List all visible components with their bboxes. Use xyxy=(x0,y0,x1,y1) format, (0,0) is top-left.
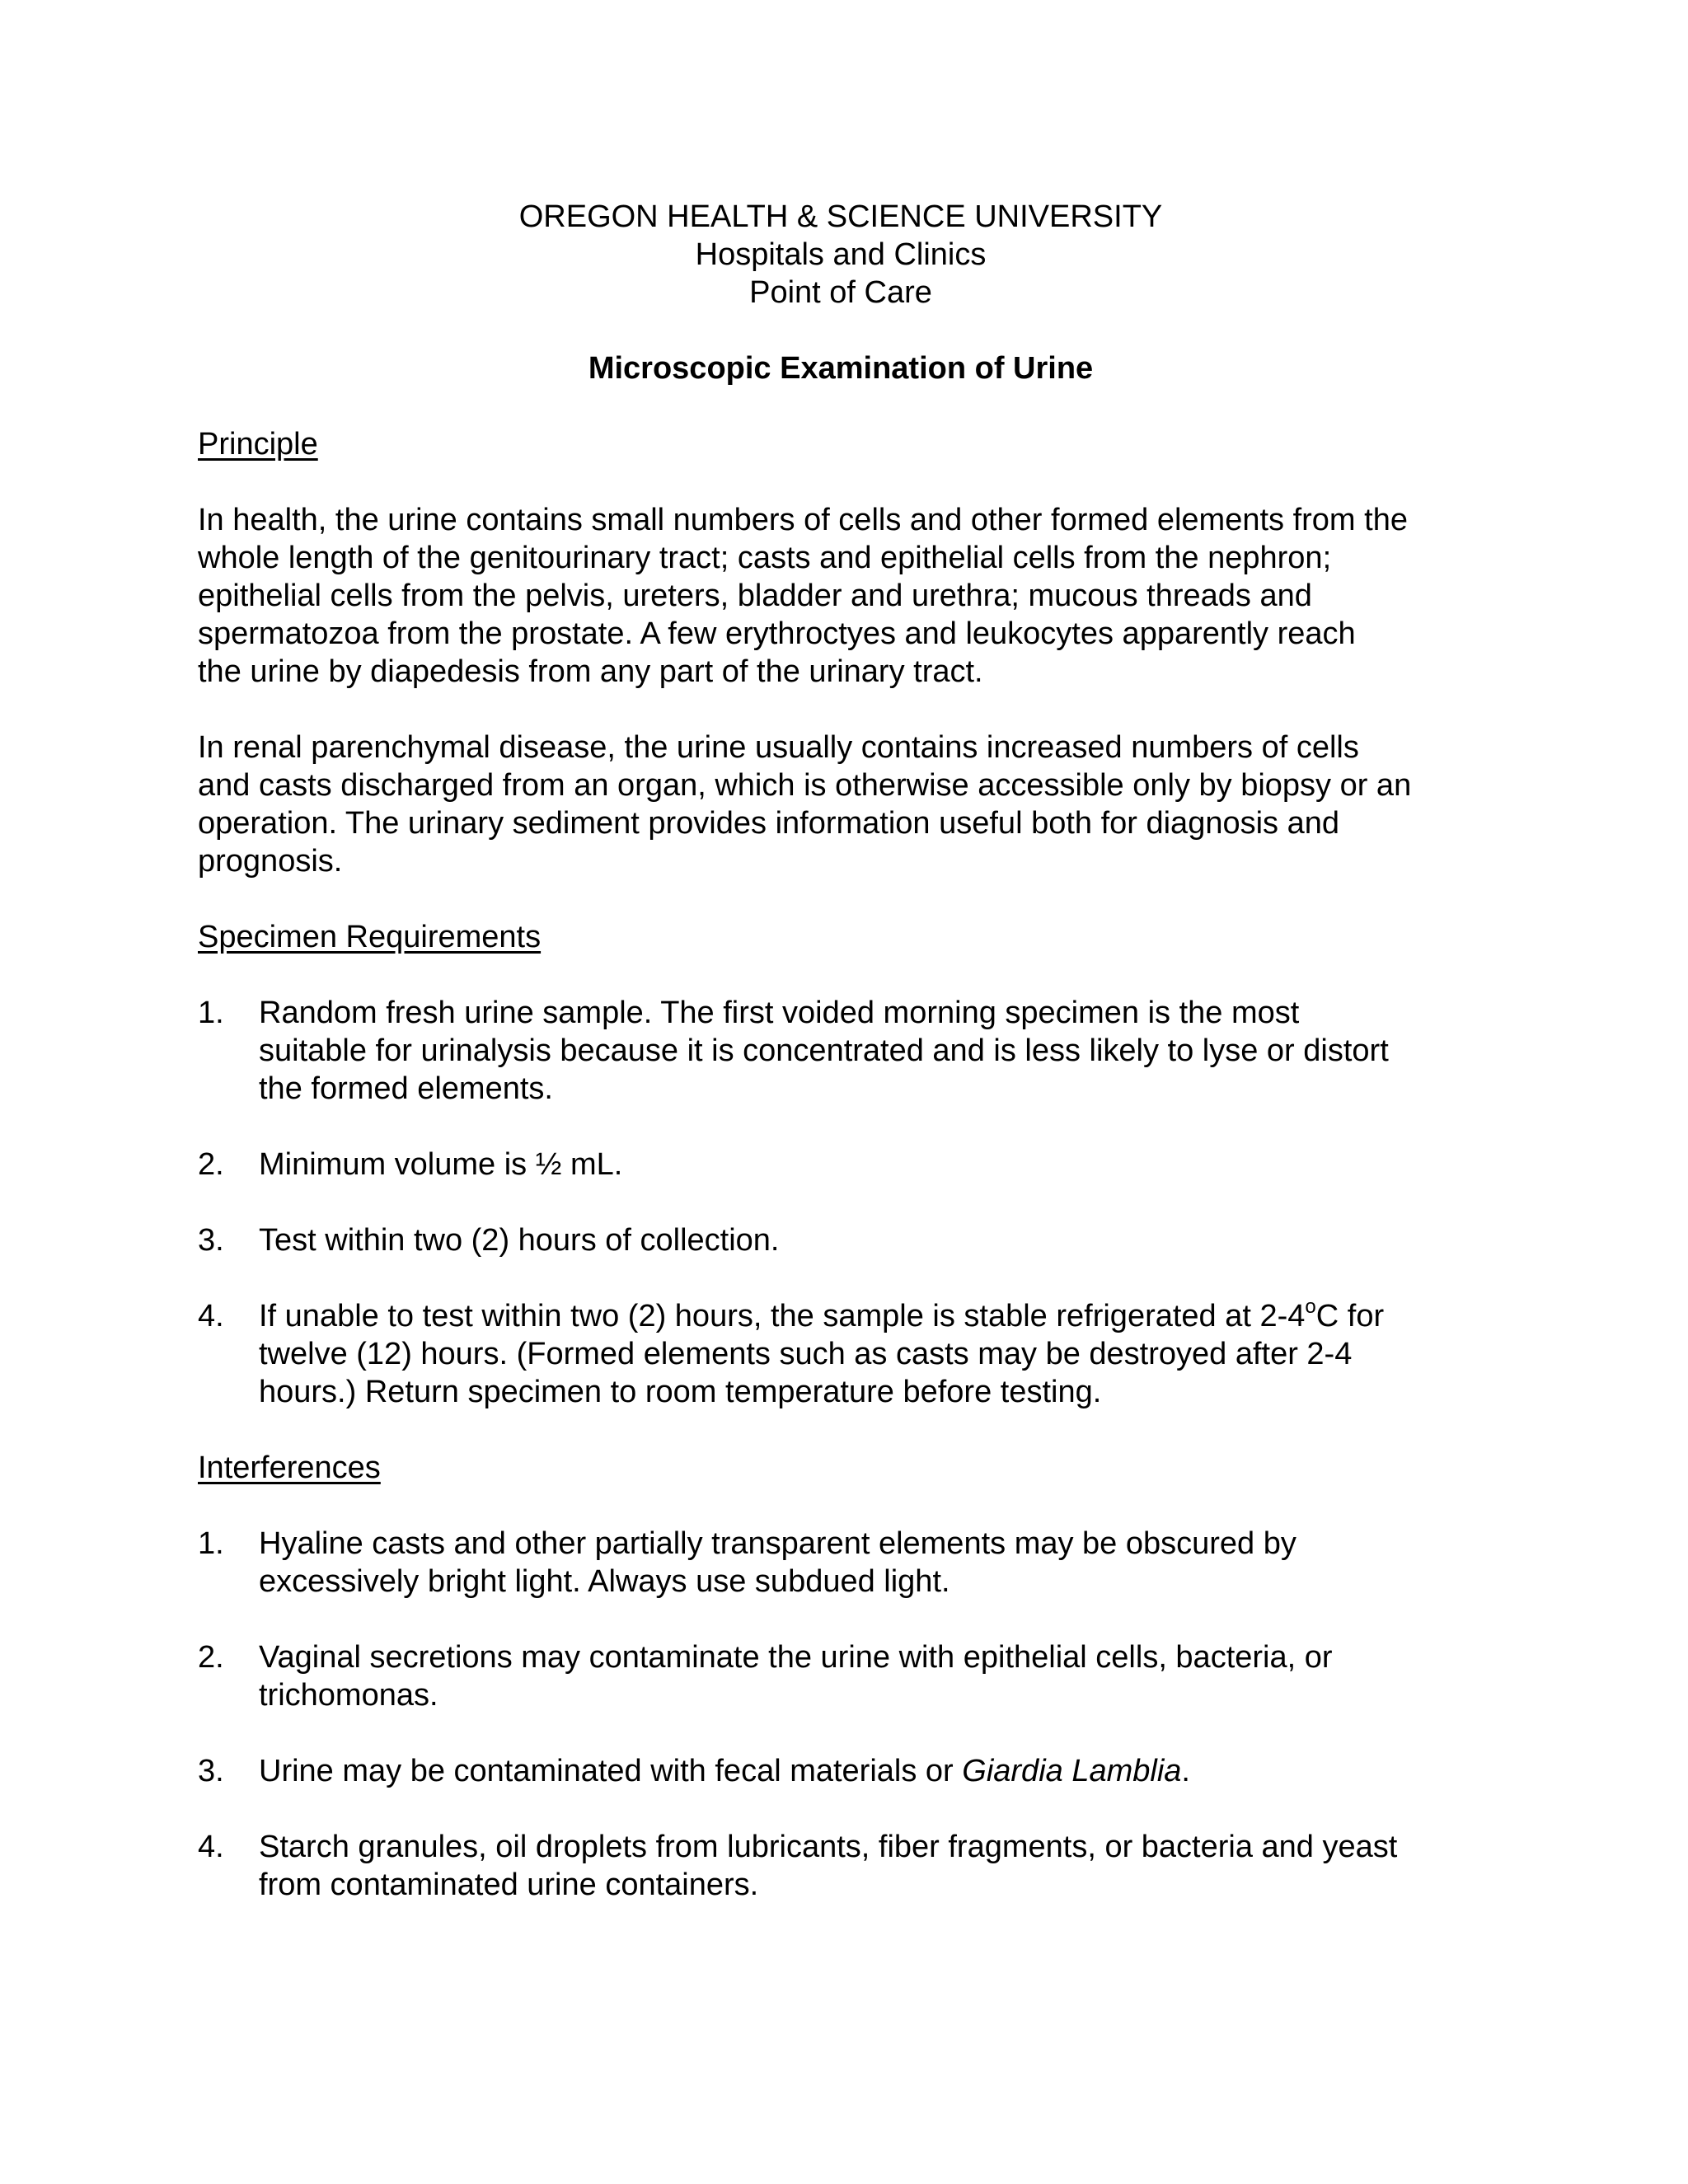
list-item-number: 2. xyxy=(198,1640,224,1675)
list-item-text: Random fresh urine sample. The first voided morning specimen is the most suitable for urinalysis because it is concentrated and is less likely to lyse or distort the formed elements. xyxy=(259,996,1389,1106)
list-item xyxy=(198,994,1500,1108)
specimen-requirements-list xyxy=(198,994,1500,1411)
list-item-number: 3. xyxy=(198,1223,224,1258)
list-item-text xyxy=(259,1752,1500,1790)
list-item xyxy=(198,1638,1500,1714)
list-item xyxy=(198,1221,1500,1259)
section-heading-specimen-requirements: Specimen Requirements xyxy=(198,920,542,954)
list-item xyxy=(198,1752,1500,1790)
list-item-text: Vaginal secretions may contaminate the urine with epithelial cells, bacteria, or trichomonas. xyxy=(259,1640,1333,1713)
list-item xyxy=(198,1297,1500,1411)
organism-name: Giardia Lamblia xyxy=(962,1754,1182,1788)
document-page xyxy=(198,198,1500,1904)
list-item xyxy=(198,1828,1500,1904)
list-item-text-part: If unable to test within two (2) hours, the sample is stable refrigerated at 2-4 xyxy=(259,1299,1306,1333)
list-item-number: 3. xyxy=(198,1754,224,1788)
principle-paragraph-1: In health, the urine contains small numbers of cells and other formed elements from the whole length of the genitourinary tract; casts and epithelial cells from the nephron; epithelial cells from the pelvis, ureters, bladder and urethra; mucous threads and spermatozoa from the prostate. A few erythroctyes and leukocytes apparently reach the urine by diapedesis from any part of the urinary tract. xyxy=(198,503,1408,689)
unit-name: Point of Care xyxy=(749,275,932,310)
list-item-text xyxy=(259,1297,1500,1411)
list-item-text-part: . xyxy=(1181,1754,1190,1788)
document-header xyxy=(148,198,1533,312)
list-item-number: 4. xyxy=(198,1299,224,1333)
list-item-number: 2. xyxy=(198,1147,224,1182)
organization-name: OREGON HEALTH & SCIENCE UNIVERSITY xyxy=(518,199,1163,234)
degree-superscript: o xyxy=(1305,1296,1316,1318)
interferences-list xyxy=(198,1525,1500,1904)
list-item xyxy=(198,1146,1500,1183)
list-item xyxy=(198,1525,1500,1601)
list-item-text: Hyaline casts and other partially transparent elements may be obscured by excessively bright light. Always use subdued light. xyxy=(259,1526,1296,1599)
list-item-number: 1. xyxy=(198,996,224,1030)
list-item-text-part: C for twelve (12) hours. (Formed elements such as casts may be destroyed after 2-4 hours.) Return specimen to room temperature before testing. xyxy=(259,1299,1385,1409)
principle-paragraph-2: In renal parenchymal disease, the urine usually contains increased numbers of cells and casts discharged from an organ, which is otherwise accessible only by biopsy or an operation. The urinary sediment provides information useful both for diagnosis and prognosis. xyxy=(198,730,1412,879)
section-heading-interferences: Interferences xyxy=(198,1451,381,1485)
section-heading-principle: Principle xyxy=(198,427,318,462)
list-item-number: 1. xyxy=(198,1526,224,1561)
list-item-number: 4. xyxy=(198,1830,224,1864)
list-item-text: Starch granules, oil droplets from lubricants, fiber fragments, or bacteria and yeast from contaminated urine containers. xyxy=(259,1830,1398,1902)
list-item-text: Test within two (2) hours of collection. xyxy=(259,1223,780,1258)
department-name: Hospitals and Clinics xyxy=(695,237,987,272)
document-title: Microscopic Examination of Urine xyxy=(588,351,1094,386)
list-item-text-part: Urine may be contaminated with fecal materials or xyxy=(259,1754,963,1788)
list-item-text: Minimum volume is ½ mL. xyxy=(259,1147,623,1182)
